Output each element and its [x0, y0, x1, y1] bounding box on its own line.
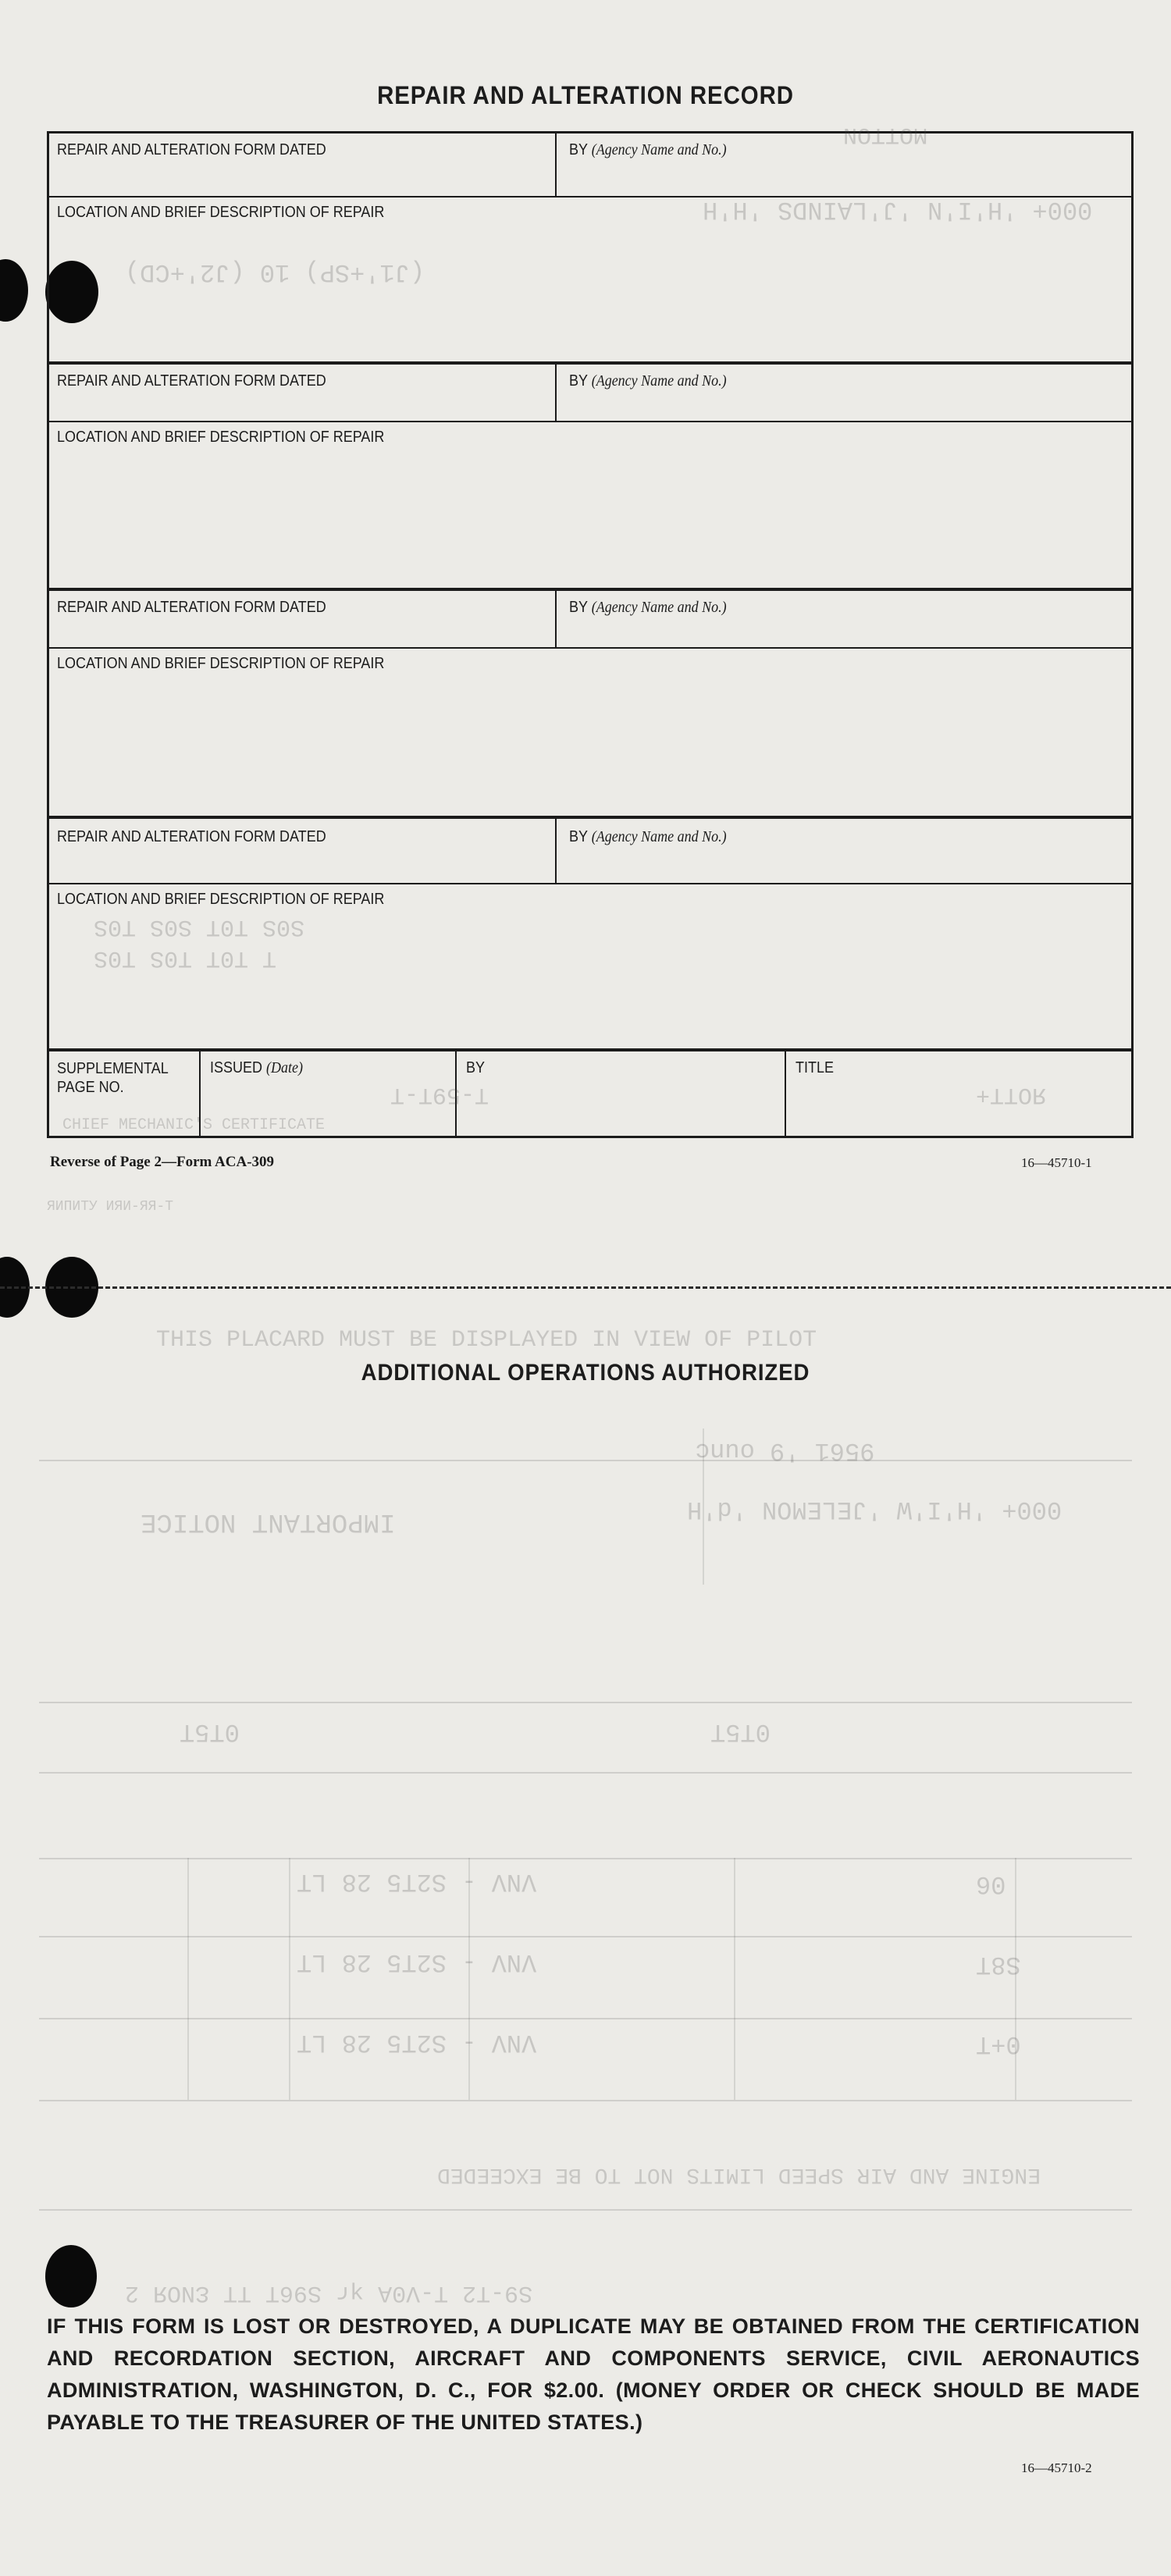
show-through-text: THIS PLACARD MUST BE DISPLAYED IN VIEW OF PILOT — [156, 1327, 817, 1354]
show-through-text: 9561 '9 ounc — [695, 1436, 875, 1465]
show-through-text: 000+ 'H'I'N 'J'LAINDS 'H'H — [703, 195, 1093, 224]
issued-date-label: ISSUED (Date) — [210, 1059, 304, 1076]
show-through-text: 0T5T — [180, 1717, 240, 1746]
lost-form-notice: IF THIS FORM IS LOST OR DESTROYED, A DUPLICATE MAY BE OBTAINED FROM THE CERTIFICATION AND RECORDATION SECTION, AIRCRAFT AND COMPONENTS SERVICE, CIVIL AERONAUTICS ADMINISTRATION, WASHINGTON, D. C., FOR $2.00. (MONEY ORDER OR CHECK SHOULD BE MADE PAYABLE TO THE TREASURER OF THE UNITED STATES.) — [47, 2314, 1140, 2434]
supplemental-page-no-label: SUPPLEMENTAL PAGE NO. — [57, 1060, 169, 1096]
show-through-text: S0S T0T S0S T0S — [94, 913, 305, 940]
form-code-2: 16—45710-2 — [1021, 2460, 1092, 2475]
form-dated-label: REPAIR AND ALTERATION FORM DATED — [57, 141, 326, 158]
location-description-label: LOCATION AND BRIEF DESCRIPTION OF REPAIR — [57, 891, 385, 908]
show-through-text: ENGINE AND AIR SPEED LIMITS NOT TO BE EXCEEDED — [437, 2162, 1041, 2186]
show-through-text: (J1'+SP) 10 (J2'+CD) — [125, 258, 425, 286]
punch-hole-bottom — [45, 2245, 97, 2307]
show-through-text: VNV - S2T5 28 LT — [297, 1948, 537, 1976]
show-through-text: IMPORTANT NOTICE — [141, 1507, 396, 1536]
repair-block-3 — [49, 591, 1131, 816]
show-through-text: CHIEF MECHANIC'S CERTIFICATE — [62, 1116, 326, 1134]
show-through-text: S9-T2 T-V0A ʞɾ S96T TT ƐNOЯ 2 — [125, 2279, 533, 2306]
show-through-text: MOTTON — [843, 121, 928, 148]
repair-block-1 — [49, 133, 1131, 361]
supplemental-by-label: BY — [466, 1059, 486, 1076]
show-through-text: 0T5T — [710, 1717, 771, 1746]
show-through-text: T T0T T0S T0S — [94, 945, 277, 971]
punch-hole-left-edge — [0, 259, 28, 322]
form-dated-label: REPAIR AND ALTERATION FORM DATED — [57, 599, 326, 616]
show-through-text: ЯОТT+ — [976, 1081, 1047, 1108]
record-title: REPAIR AND ALTERATION RECORD — [377, 81, 794, 109]
by-agency-label: BY (Agency Name and No.) — [569, 141, 727, 158]
show-through-text: 0+T — [976, 2030, 1021, 2058]
form-dated-label: REPAIR AND ALTERATION FORM DATED — [57, 828, 326, 845]
by-agency-label: BY (Agency Name and No.) — [569, 372, 727, 390]
location-description-label: LOCATION AND BRIEF DESCRIPTION OF REPAIR — [57, 429, 385, 446]
location-description-label: LOCATION AND BRIEF DESCRIPTION OF REPAIR — [57, 204, 385, 221]
show-through-text: VNV - S2T5 28 LT — [297, 1867, 537, 1896]
perforation-line — [0, 1286, 1171, 1289]
by-agency-label: BY (Agency Name and No.) — [569, 599, 727, 616]
by-agency-label: BY (Agency Name and No.) — [569, 828, 727, 845]
supplemental-title-label: TITLE — [795, 1059, 835, 1076]
location-description-label: LOCATION AND BRIEF DESCRIPTION OF REPAIR — [57, 655, 385, 672]
show-through-text: VNV - S2T5 28 LT — [297, 2028, 537, 2057]
reverse-caption: Reverse of Page 2—Form ACA-309 — [50, 1154, 275, 1170]
show-through-text: T-59T-T — [390, 1081, 489, 1108]
show-through-text: ЯИПИТУ ИЯИ-ЯЯ-Т — [47, 1199, 174, 1215]
show-through-text: S8T — [976, 1950, 1021, 1979]
form-code-1: 16—45710-1 — [1021, 1155, 1092, 1170]
additional-operations-title: ADDITIONAL OPERATIONS AUTHORIZED — [361, 1360, 810, 1386]
form-dated-label: REPAIR AND ALTERATION FORM DATED — [57, 372, 326, 390]
show-through-text: 000+ 'H'I'W 'JELEMON 'd'H — [687, 1495, 1062, 1524]
repair-block-2 — [49, 365, 1131, 588]
show-through-text: 06 — [976, 1870, 1006, 1898]
